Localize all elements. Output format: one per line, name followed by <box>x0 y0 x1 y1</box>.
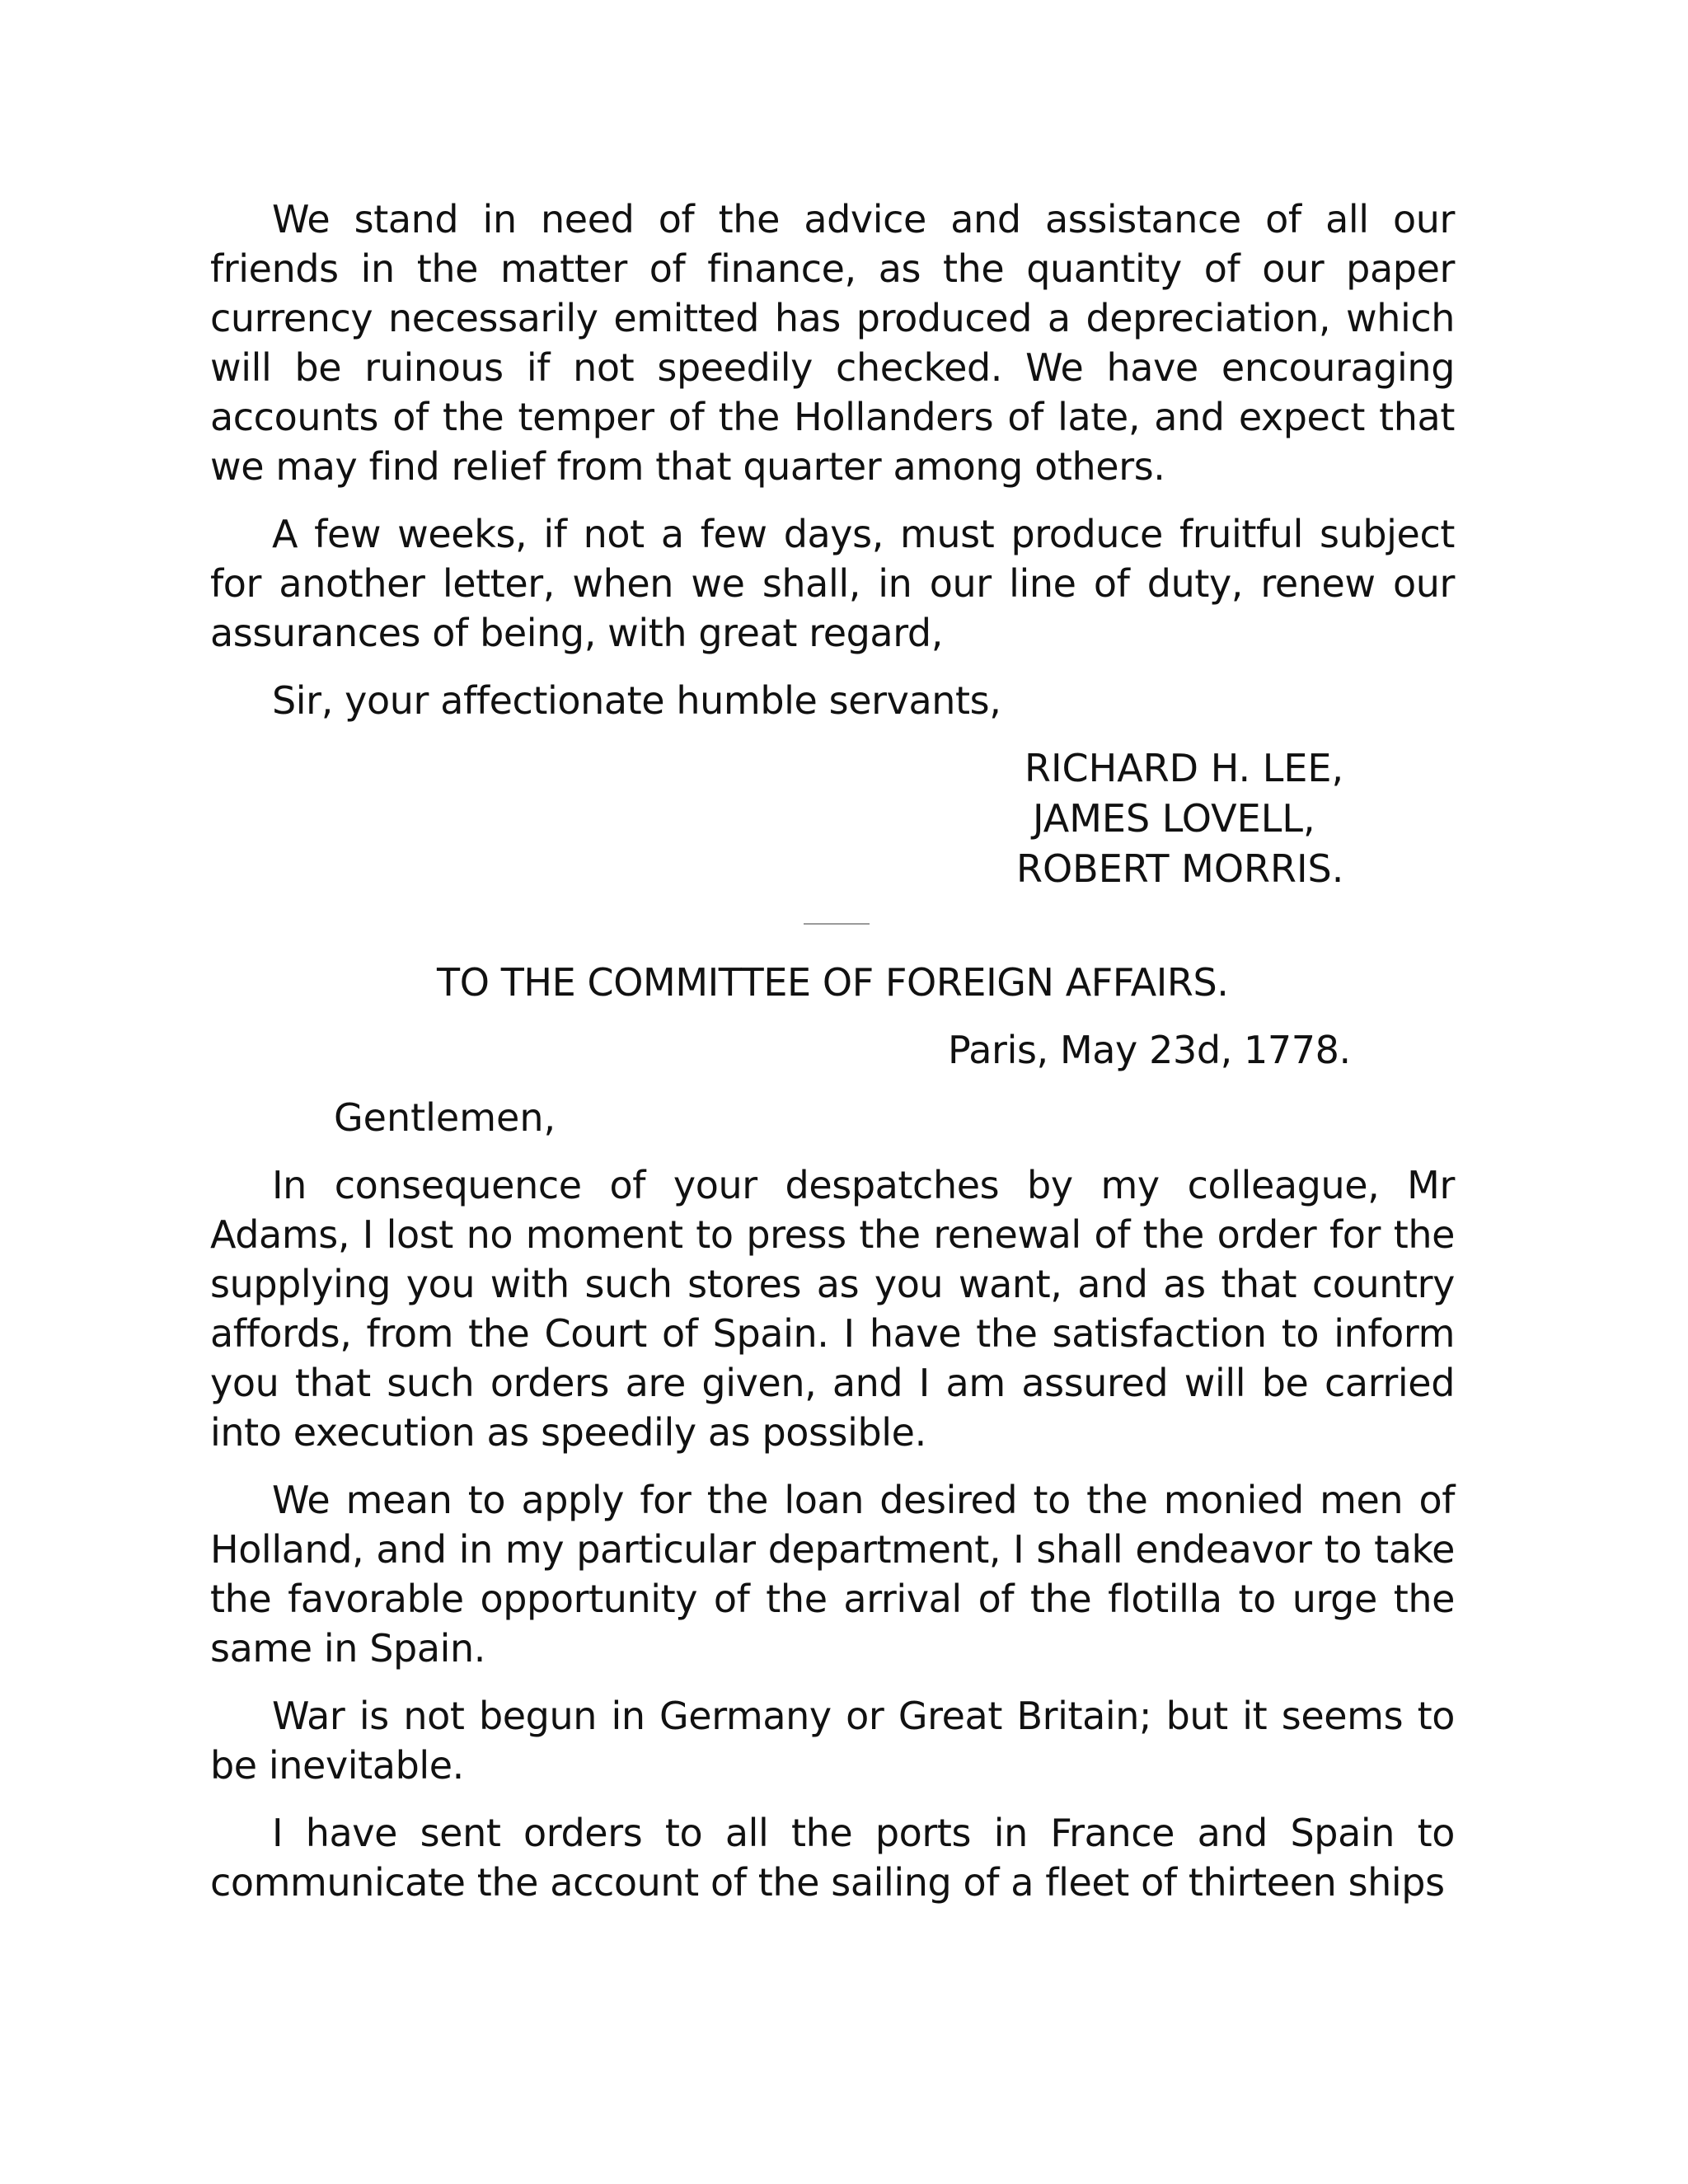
document-page <box>210 194 1455 1907</box>
letter-one-closing: Sir, your affectionate humble servants, <box>272 678 1001 723</box>
signatory-lovell: JAMES LOVELL, <box>1033 796 1315 841</box>
letter-one-paragraph-next-letter: A few weeks, if not a few days, must produce fruitful subject for another letter, when we shall, in our line of duty, renew our assurances of being, with great regard, <box>210 512 1455 655</box>
signature-block <box>1010 743 1455 894</box>
letter-two-paragraph-orders: I have sent orders to all the ports in France and Spain to communicate the account of the sailing of a fleet of thirteen ships <box>210 1811 1455 1905</box>
letter-one-paragraph-finance: We stand in need of the advice and assistance of all our friends in the matter of finance, as the quantity of our paper currency necessarily emitted has produced a depreciation, which will be ruinous if not speedily checked. We have encouraging accounts of the temper of the Hollanders of late, and expect that we may find relief from that quarter among others. <box>210 197 1455 489</box>
letter-two-dateline: Paris, May 23d, 1778. <box>948 1028 1351 1072</box>
letter-two-paragraph-loan: We mean to apply for the loan desired to the monied men of Holland, and in my particular department, I shall endeavor to take the favorable opportunity of the arrival of the flotilla to urge the same in Spain. <box>210 1478 1455 1671</box>
signatory-lee: RICHARD H. LEE, <box>1025 746 1344 790</box>
letter-two <box>210 958 1455 1907</box>
letter-two-heading: TO THE COMMITTEE OF FOREIGN AFFAIRS. <box>437 960 1229 1005</box>
signatory-morris: ROBERT MORRIS. <box>1016 846 1344 891</box>
letter-one <box>210 194 1455 894</box>
section-divider <box>804 923 870 925</box>
letter-two-salutation: Gentlemen, <box>334 1095 556 1140</box>
letter-two-paragraph-stores: In consequence of your despatches by my colleague, Mr Adams, I lost no moment to press the renewal of the order for the supplying you with such stores as you want, and as that country affords, from the Court of Spain. I have the satisfaction to inform you that such orders are given, and I am assured will be carried into execution as speedily as possible. <box>210 1163 1455 1455</box>
letter-two-paragraph-war: War is not begun in Germany or Great Britain; but it seems to be inevitable. <box>210 1694 1455 1788</box>
